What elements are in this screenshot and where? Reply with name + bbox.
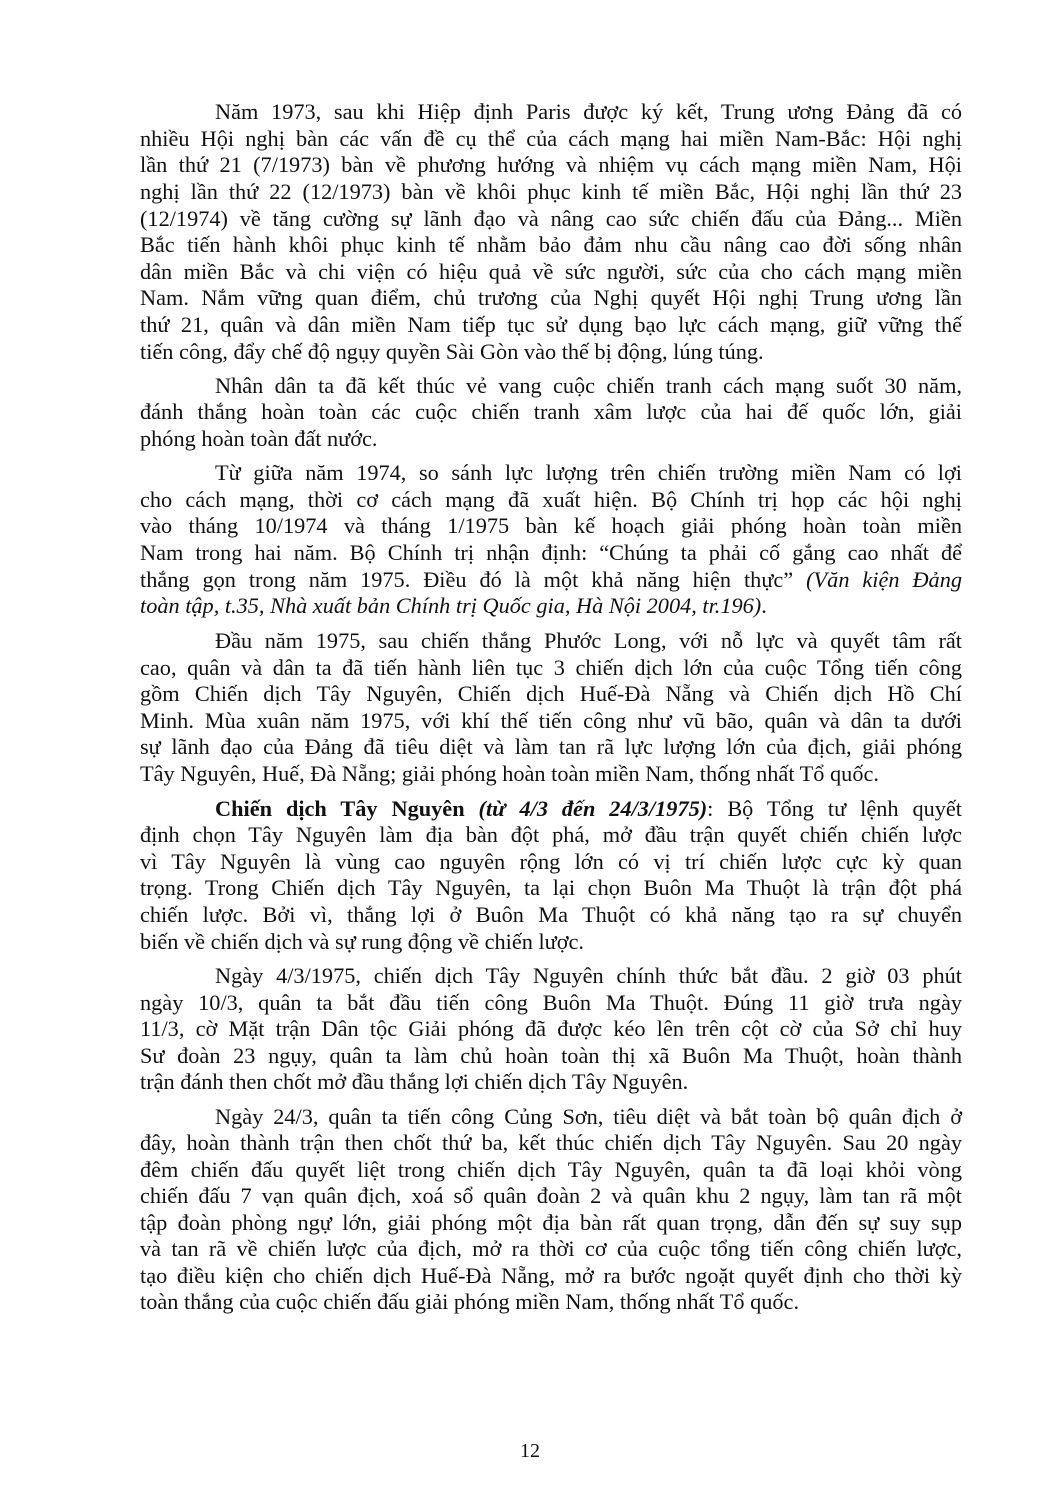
citation-part-2: toàn tập, t.35, Nhà xuất bản Chính trị Quốc gia, Hà Nội 2004, tr.196) [140, 593, 762, 618]
paragraph-1-line-3: lần thứ 21 (7/1973) bàn về phương hướng và nhiệm vụ cách mạng miền Nam, Hội [140, 152, 962, 177]
paragraph-7-line-7: tạo điều kiện cho chiến dịch Huế-Đà Nẵng, mở ra bước ngoặt quyết định cho thời kỳ [140, 1263, 962, 1288]
section-heading-line [215, 795, 962, 822]
citation-end: . [761, 593, 767, 618]
paragraph-2-line-1: Nhân dân ta đã kết thúc vẻ vang cuộc chiến tranh cách mạng suốt 30 năm, [215, 373, 962, 398]
paragraph-7-line-1: Ngày 24/3, quân ta tiến công Củng Sơn, tiêu diệt và bắt toàn bộ quân địch ở [215, 1104, 962, 1129]
paragraph-4-line-6: Tây Nguyên, Huế, Đà Nẵng; giải phóng hoàn toàn miền Nam, thống nhất Tổ quốc. [140, 761, 879, 786]
paragraph-1-line-9: thứ 21, quân và dân miền Nam tiếp tục sử dụng bạo lực cách mạng, giữ vững thế [140, 312, 962, 337]
paragraph-3-line-6 [140, 592, 962, 619]
paragraph-5-line-6: biến về chiến dịch và sự rung động về chiến lược. [140, 929, 584, 954]
paragraph-5-line-2: định chọn Tây Nguyên làm địa bàn đột phá, mở đầu trận quyết chiến chiến lược [140, 822, 962, 847]
paragraph-1-line-4: nghị lần thứ 22 (12/1973) bàn về khôi phục kinh tế miền Bắc, Hội nghị lần thứ 23 [140, 179, 962, 204]
paragraph-3-line-5-text: thắng gọn trong năm 1975. Điều đó là một khả năng hiện thực” [140, 567, 794, 592]
paragraph-5-line-3: vì Tây Nguyên là vùng cao nguyên rộng lớn có vị trí chiến lược cực kỳ quan [140, 849, 962, 874]
citation-part-1: (Văn kiện Đảng [806, 567, 962, 592]
section-heading-dates: (từ 4/3 đến 24/3/1975) [478, 796, 708, 821]
paragraph-5-line-5: chiến lược. Bởi vì, thắng lợi ở Buôn Ma Thuột có khả năng tạo ra sự chuyển [140, 902, 962, 927]
section-heading-title: Chiến dịch Tây Nguyên [215, 796, 465, 821]
paragraph-4-line-1: Đầu năm 1975, sau chiến thắng Phước Long, với nỗ lực và quyết tâm rất [215, 628, 962, 653]
paragraph-6-line-2: ngày 10/3, quân ta bắt đầu tiến công Buôn Ma Thuột. Đúng 11 giờ trưa ngày [140, 990, 962, 1015]
paragraph-7-line-4: chiến đấu 7 vạn quân địch, xoá sổ quân đoàn 2 và quân khu 2 ngụy, làm tan rã một [140, 1183, 962, 1208]
paragraph-3-line-3: vào tháng 10/1974 và tháng 1/1975 bàn kế hoạch giải phóng hoàn toàn miền [140, 513, 962, 538]
paragraph-7-line-3: đêm chiến đấu quyết liệt trong chiến dịch Tây Nguyên, quân ta đã loại khỏi vòng [140, 1157, 962, 1182]
page-number: 12 [520, 1440, 540, 1462]
paragraph-2-line-3: phóng hoàn toàn đất nước. [140, 426, 378, 451]
paragraph-1-line-5: (12/1974) về tăng cường sự lãnh đạo và nâng cao sức chiến đấu của Đảng... Miền [140, 206, 962, 231]
paragraph-3-line-4: Nam trong hai năm. Bộ Chính trị nhận định: “Chúng ta phải cố gắng cao nhất để [140, 540, 962, 565]
paragraph-1-line-6: Bắc tiến hành khôi phục kinh tế nhằm bảo đảm nhu cầu nâng cao đời sống nhân [140, 232, 962, 257]
paragraph-1-line-8: Nam. Nắm vững quan điểm, chủ trương của Nghị quyết Hội nghị Trung ương lần [140, 285, 962, 310]
paragraph-1-line-7: dân miền Bắc và chi viện có hiệu quả về sức người, sức của cho cách mạng miền [140, 259, 962, 284]
paragraph-6-line-4: Sư đoàn 23 ngụy, quân ta làm chủ hoàn toàn thị xã Buôn Ma Thuột, hoàn thành [140, 1043, 962, 1068]
paragraph-5-line-4: trọng. Trong Chiến dịch Tây Nguyên, ta lại chọn Buôn Ma Thuột là trận đột phá [140, 875, 962, 900]
paragraph-7-line-5: tập đoàn phòng ngự lớn, giải phóng một địa bàn rất quan trọng, dẫn đến sự suy sụp [140, 1210, 962, 1235]
paragraph-7-line-2: đây, hoàn thành trận then chốt thứ ba, kết thúc chiến dịch Tây Nguyên. Sau 20 ngày [140, 1130, 962, 1155]
paragraph-3-line-1: Từ giữa năm 1974, so sánh lực lượng trên chiến trường miền Nam có lợi [215, 460, 962, 485]
paragraph-1-line-1: Năm 1973, sau khi Hiệp định Paris được ký kết, Trung ương Đảng đã có [215, 99, 962, 124]
paragraph-6-line-5: trận đánh then chốt mở đầu thắng lợi chiến dịch Tây Nguyên. [140, 1069, 689, 1094]
paragraph-4-line-4: Minh. Mùa xuân năm 1975, với khí thế tiến công như vũ bão, quân và dân ta dưới [140, 708, 962, 733]
paragraph-4-line-5: sự lãnh đạo của Đảng đã tiêu diệt và làm tan rã lực lượng lớn của địch, giải phóng [140, 734, 962, 759]
paragraph-7-line-8: toàn thắng của cuộc chiến đấu giải phóng miền Nam, thống nhất Tổ quốc. [140, 1289, 800, 1314]
paragraph-4-line-2: cao, quân và dân ta đã tiến hành liên tục 3 chiến dịch lớn của cuộc Tổng tiến công [140, 655, 962, 680]
paragraph-1-line-10: tiến công, đẩy chế độ ngụy quyền Sài Gòn vào thế bị động, lúng túng. [140, 339, 764, 364]
paragraph-7-line-6: và tan rã về chiến lược của địch, mở ra thời cơ của cuộc tổng tiến công chiến lược, [140, 1236, 962, 1261]
section-heading-rest: : Bộ Tổng tư lệnh quyết [707, 796, 962, 821]
paragraph-2-line-2: đánh thắng hoàn toàn các cuộc chiến tranh xâm lược của hai đế quốc lớn, giải [140, 399, 962, 424]
paragraph-6-line-1: Ngày 4/3/1975, chiến dịch Tây Nguyên chính thức bắt đầu. 2 giờ 03 phút [215, 963, 962, 988]
paragraph-3-line-2: cho cách mạng, thời cơ cách mạng đã xuất hiện. Bộ Chính trị họp các hội nghị [140, 487, 962, 512]
paragraph-1-line-2: nhiều Hội nghị bàn các vấn đề cụ thể của cách mạng hai miền Nam-Bắc: Hội nghị [140, 126, 962, 151]
paragraph-3-line-5 [140, 566, 962, 593]
paragraph-4-line-3: gồm Chiến dịch Tây Nguyên, Chiến dịch Huế-Đà Nẵng và Chiến dịch Hồ Chí [140, 681, 962, 706]
paragraph-6-line-3: 11/3, cờ Mặt trận Dân tộc Giải phóng đã được kéo lên trên cột cờ của Sở chỉ huy [140, 1016, 962, 1041]
